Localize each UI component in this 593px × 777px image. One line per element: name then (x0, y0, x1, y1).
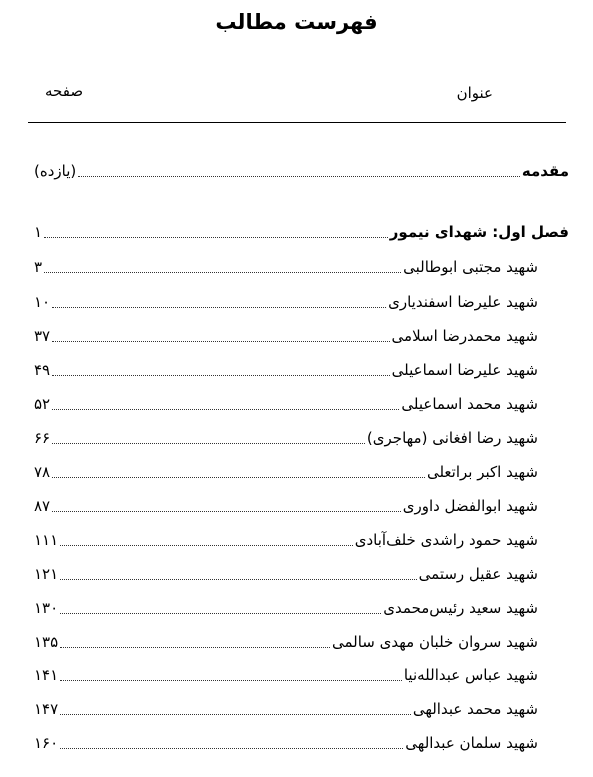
toc-entry (34, 357, 538, 381)
dot-leader (52, 477, 425, 478)
toc-entry-label: شهید رضا افغانی (مهاجری) (366, 429, 538, 447)
toc-entry-label: شهید عقیل رستمی (418, 565, 538, 583)
toc-entry-page: ۳۷ (34, 327, 51, 345)
toc-entry (34, 219, 569, 243)
toc-entry-label: شهید حمود راشدی خلف‌آبادی (354, 531, 538, 549)
dot-leader (44, 237, 388, 238)
toc-entry-label: شهید سلمان عبدالهی (405, 734, 538, 752)
dot-leader (52, 511, 401, 512)
toc-entry (34, 730, 538, 754)
page-title: فهرست مطالب (215, 10, 378, 34)
toc-entry-page: ۱۶۰ (34, 734, 59, 752)
dot-leader (78, 176, 520, 177)
toc-entry-label: شهید محمد عبدالهی (412, 700, 538, 718)
toc-entry-page: ۷۸ (34, 463, 51, 481)
dot-leader (60, 579, 416, 580)
toc-entry (34, 629, 538, 653)
toc-entry-page: ۱۲۱ (34, 565, 59, 583)
column-header-page: صفحه (45, 82, 84, 100)
dot-leader (52, 307, 386, 308)
toc-entry-label: شهید سروان خلبان مهدی سالمی (331, 633, 538, 651)
toc-entry (34, 254, 538, 278)
toc-entry-label: فصل اول: شهدای نیمور (389, 223, 569, 241)
toc-entry (34, 527, 538, 551)
toc-entry-label: شهید مجتبی ابوطالبی (403, 258, 538, 276)
dot-leader (52, 341, 389, 342)
toc-entry-label: شهید محمد اسماعیلی (401, 395, 538, 413)
toc-entry (34, 493, 538, 517)
dot-leader (60, 647, 330, 648)
dot-leader (60, 680, 402, 681)
toc-entry-label: شهید ابوالفضل داوری (402, 497, 538, 515)
toc-entry-label: شهید عباس عبدالله‌نیا (403, 666, 538, 684)
toc-entry (34, 459, 538, 483)
column-header-title: عنوان (456, 84, 493, 102)
toc-entry (34, 323, 538, 347)
dot-leader (60, 545, 353, 546)
toc-entry-page: ۶۶ (34, 429, 51, 447)
toc-entry (34, 158, 569, 182)
toc-entry-label: شهید محمدرضا اسلامی (391, 327, 538, 345)
toc-entry-page: (یازده) (34, 162, 77, 180)
toc-entry-label: مقدمه (521, 162, 569, 180)
toc-entry-label: شهید علیرضا اسماعیلی (391, 361, 538, 379)
dot-leader (52, 443, 365, 444)
dot-leader (44, 272, 401, 273)
toc-entry (34, 595, 538, 619)
toc-entry-page: ۱۰ (34, 293, 51, 311)
toc-entry-page: ۴۹ (34, 361, 51, 379)
toc-entry (34, 391, 538, 415)
toc-entry-page: ۱۱۱ (34, 531, 59, 549)
toc-entry-label: شهید سعید رئیس‌محمدی (383, 599, 538, 617)
toc-entry (34, 289, 538, 313)
toc-entry-page: ۱۴۱ (34, 666, 59, 684)
toc-entry (34, 425, 538, 449)
dot-leader (60, 748, 403, 749)
toc-entry-page: ۳ (34, 258, 43, 276)
toc-entry (34, 696, 538, 720)
toc-entry-page: ۸۷ (34, 497, 51, 515)
dot-leader (52, 409, 399, 410)
toc-entry-page: ۱۴۷ (34, 700, 59, 718)
toc-entry-page: ۱۳۵ (34, 633, 59, 651)
toc-entry-label: شهید علیرضا اسفندیاری (388, 293, 538, 311)
dot-leader (52, 375, 390, 376)
dot-leader (60, 613, 381, 614)
toc-entry-label: شهید اکبر براتعلی (426, 463, 538, 481)
toc-entry-page: ۵۲ (34, 395, 51, 413)
toc-entry (34, 561, 538, 585)
toc-entry-page: ۱۳۰ (34, 599, 59, 617)
toc-entry (34, 662, 538, 686)
toc-entry-page: ۱ (34, 223, 43, 241)
dot-leader (60, 714, 411, 715)
